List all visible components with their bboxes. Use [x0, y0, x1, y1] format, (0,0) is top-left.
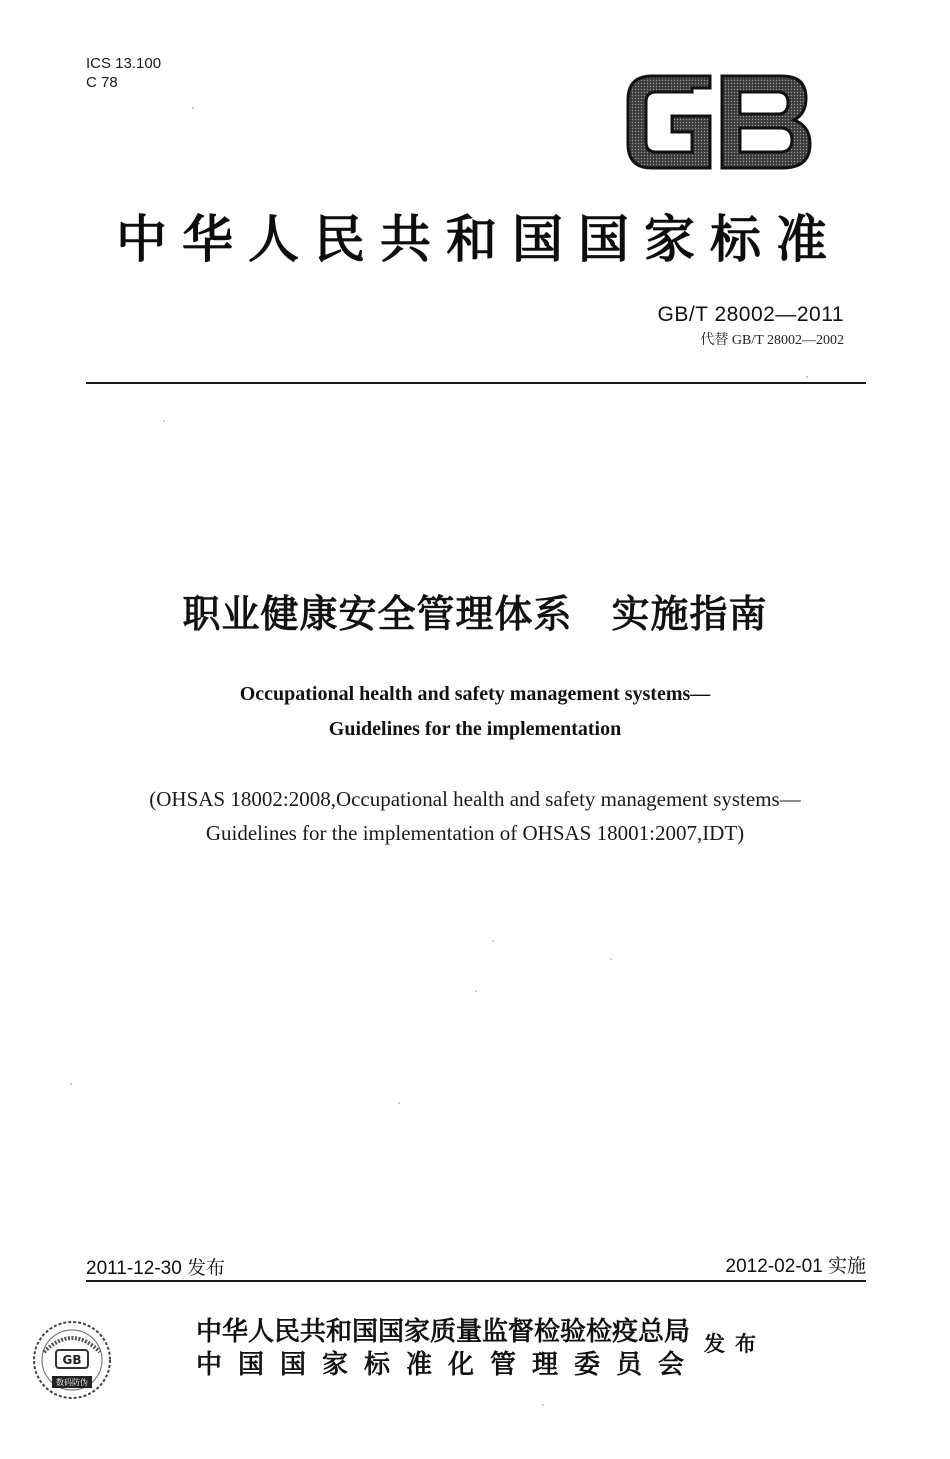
issue-date: 2011-12-30 发布 — [86, 1258, 226, 1279]
top-divider — [86, 382, 866, 384]
scan-speck — [70, 1083, 72, 1085]
english-title-line1: Occupational health and safety management systems— — [239, 683, 711, 705]
classification-codes — [86, 54, 161, 92]
publish-label: 发布 — [704, 1332, 766, 1356]
scan-speck — [610, 958, 612, 960]
chinese-title: 职业健康安全管理体系 实施指南 — [182, 592, 768, 636]
svg-text:GB: GB — [62, 1353, 82, 1367]
scan-speck — [542, 1404, 544, 1406]
equivalence-line1: (OHSAS 18002:2008,Occupational health and safety management systems— — [149, 787, 801, 811]
scan-speck — [398, 1102, 400, 1104]
equivalence-line2: Guidelines for the implementation of OHSAS 18001:2007,IDT) — [205, 821, 745, 845]
ccs-code: C 78 — [86, 74, 118, 91]
gb-logo — [622, 70, 814, 174]
national-standard-title: 中华人民共和国国家标准 — [115, 210, 842, 270]
scan-speck — [492, 940, 494, 942]
publisher-sac: 中国国家标准化管理委员会 — [196, 1350, 701, 1380]
ics-code: ICS 13.100 — [86, 55, 162, 72]
scan-speck — [806, 376, 808, 378]
english-title — [0, 677, 950, 747]
bottom-divider — [86, 1280, 866, 1282]
anti-counterfeit-seal — [30, 1318, 114, 1402]
english-title-line2: Guidelines for the implementation — [328, 718, 622, 740]
implementation-date: 2012-02-01 实施 — [725, 1256, 866, 1277]
replaces-standard: 代替 GB/T 28002—2002 — [700, 333, 844, 348]
standard-number: GB/T 28002—2011 — [657, 303, 844, 326]
scan-speck — [475, 990, 477, 992]
scan-speck — [163, 420, 165, 422]
svg-text:数码防伪: 数码防伪 — [56, 1378, 88, 1387]
equivalence-statement — [0, 782, 950, 850]
scan-speck — [192, 107, 194, 109]
publisher-aqsiq: 中华人民共和国国家质量监督检验检疫总局 — [196, 1317, 691, 1347]
